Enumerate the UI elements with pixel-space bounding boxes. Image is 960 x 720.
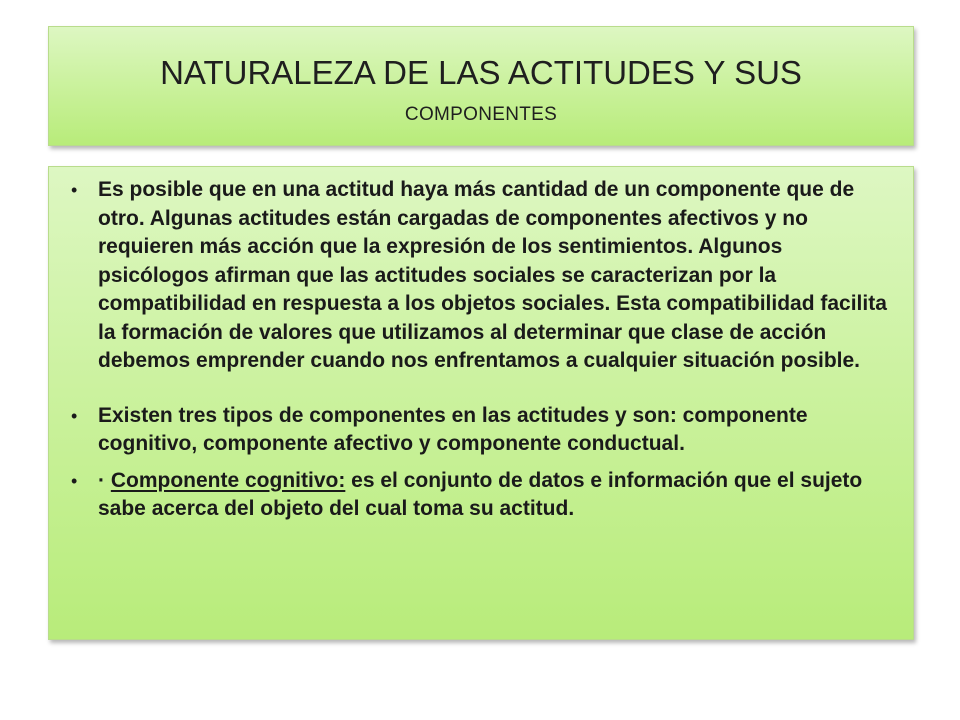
bullet-icon: •: [71, 180, 78, 200]
title-panel: [48, 26, 914, 146]
bullet-icon: •: [71, 470, 78, 491]
bullet-text: Es posible que en una actitud haya más cantidad de un componente que de otro. Algunas actitudes están cargadas de componentes afectivos y no requieren más acción que la expresión de los sentimientos. Algunos psicólogos afirman que las actitudes sociales se caracterizan por la compatibilidad en respuesta a los objetos sociales. Esta compatibilidad facilita la formación de valores que utilizamos al determinar que clase de acción debemos emprender cuando nos enfrentamos a cualquier situación posible.: [98, 178, 887, 372]
bullet-icon: •: [71, 405, 78, 426]
bullet-item-2: [71, 402, 891, 459]
bullet-text: Existen tres tipos de componentes en las actitudes y son: componente cognitivo, componente afectivo y componente conductual.: [98, 403, 808, 455]
slide-subtitle: COMPONENTES: [404, 104, 558, 125]
bullet-text: es el conjunto de datos e información que el sujeto sabe acerca del objeto del cual toma su actitud.: [98, 468, 863, 520]
term-label: Componente cognitivo:: [110, 468, 346, 492]
bullet-list: [71, 176, 891, 524]
content-panel: [48, 166, 914, 640]
bullet-item-1: [71, 176, 891, 376]
bullet-item-3: [71, 467, 891, 524]
slide-title: NATURALEZA DE LAS ACTITUDES Y SUS: [160, 54, 802, 91]
bullet-prefix: ·: [98, 468, 111, 492]
